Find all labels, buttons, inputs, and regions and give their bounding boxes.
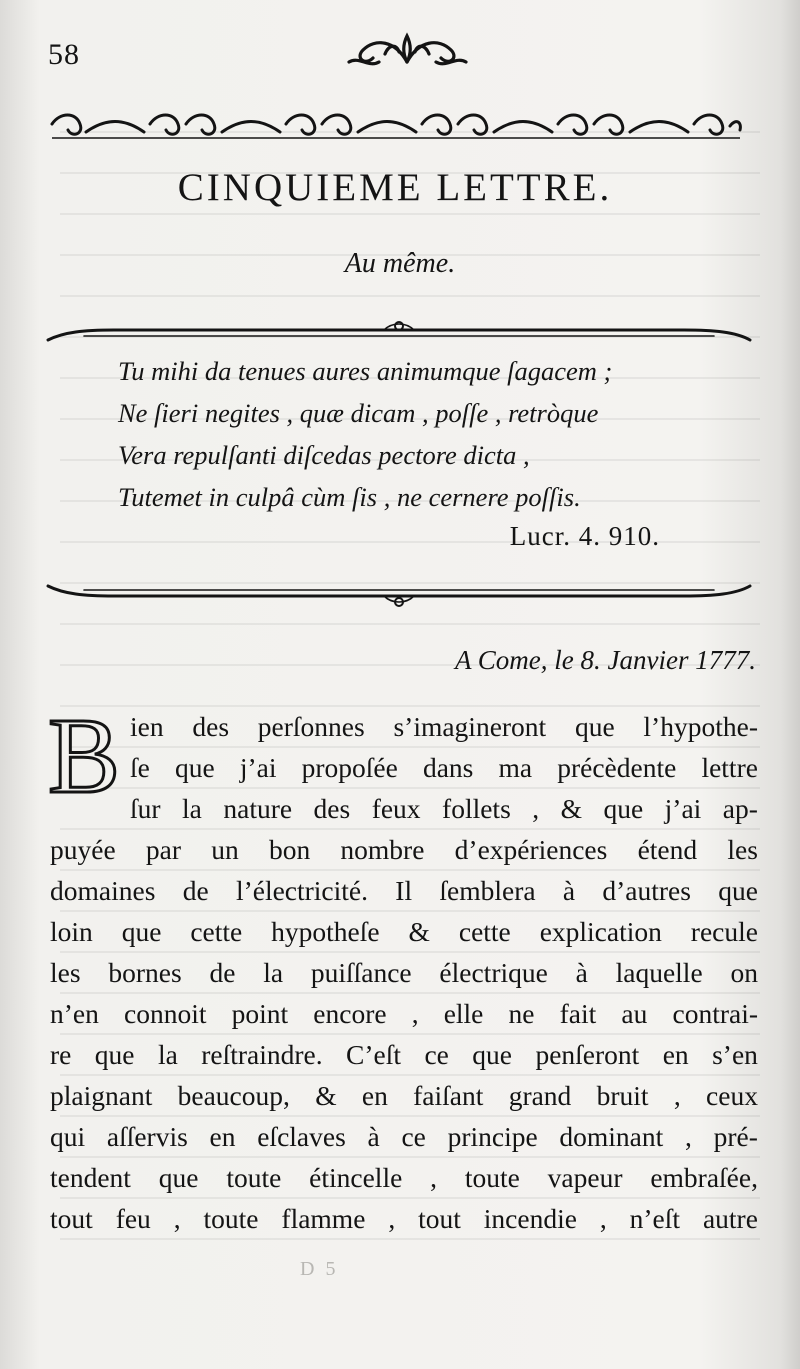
drop-cap-letter xyxy=(48,706,120,802)
epigraph-line: Ne ſieri negites , quæ dicam , poſſe , retròque xyxy=(118,398,599,428)
body-line: puyée par un bon nombre d’expériences étend les xyxy=(50,834,758,865)
signature-mark: D 5 xyxy=(300,1258,339,1280)
fleuron-ornament xyxy=(345,32,470,74)
body-line: tout feu , toute flamme , tout incendie , n’eſt autre xyxy=(50,1203,758,1234)
body-line: qui aſſervis en eſclaves à ce principe dominant , pré- xyxy=(50,1121,758,1152)
epigraph-line: Tu mihi da tenues aures animumque ſagacem ; xyxy=(118,356,613,386)
body-line: n’en connoit point encore , elle ne fait au contrai- xyxy=(50,998,758,1029)
body-line: tendent que toute étincelle , toute vapeur embraſée, xyxy=(50,1162,758,1193)
body-line: plaignant beaucoup, & en faiſant grand bruit , ceux xyxy=(50,1080,758,1111)
body-line: domaines de l’électricité. Il ſemblera à d’autres que xyxy=(50,875,758,906)
dateline: A Come, le 8. Janvier 1777. xyxy=(455,645,756,675)
ornamental-rule-top xyxy=(44,310,754,346)
body-line: re que la reſtraindre. C’eſt ce que penſeront en s’en xyxy=(50,1039,758,1070)
body-line: ſe que j’ai propoſée dans ma précèdente lettre xyxy=(130,752,758,783)
chapter-subtitle: Au même. xyxy=(344,248,456,279)
body-line: ien des perſonnes s’imagineront que l’hypothe- xyxy=(130,711,758,742)
drop-cap-glyph: B xyxy=(48,706,120,802)
epigraph-line: Tutemet in culpâ cùm ſis , ne cernere poſſis. xyxy=(118,482,581,512)
page-number: 58 xyxy=(48,38,80,71)
body-line: les bornes de la puiſſance électrique à laquelle on xyxy=(50,957,758,988)
body-line: ſur la nature des feux follets , & que j’ai ap- xyxy=(130,793,758,824)
show-through-texture xyxy=(60,120,760,1240)
decorative-headband xyxy=(46,104,746,144)
epigraph-citation: Lucr. 4. 910. xyxy=(509,521,660,551)
body-line: loin que cette hypotheſe & cette explication recule xyxy=(50,916,758,947)
ornamental-rule-bottom xyxy=(44,580,754,616)
epigraph-line: Vera repulſanti diſcedas pectore dicta , xyxy=(118,440,530,470)
chapter-title: CINQUIEME LETTRE. xyxy=(177,166,613,209)
